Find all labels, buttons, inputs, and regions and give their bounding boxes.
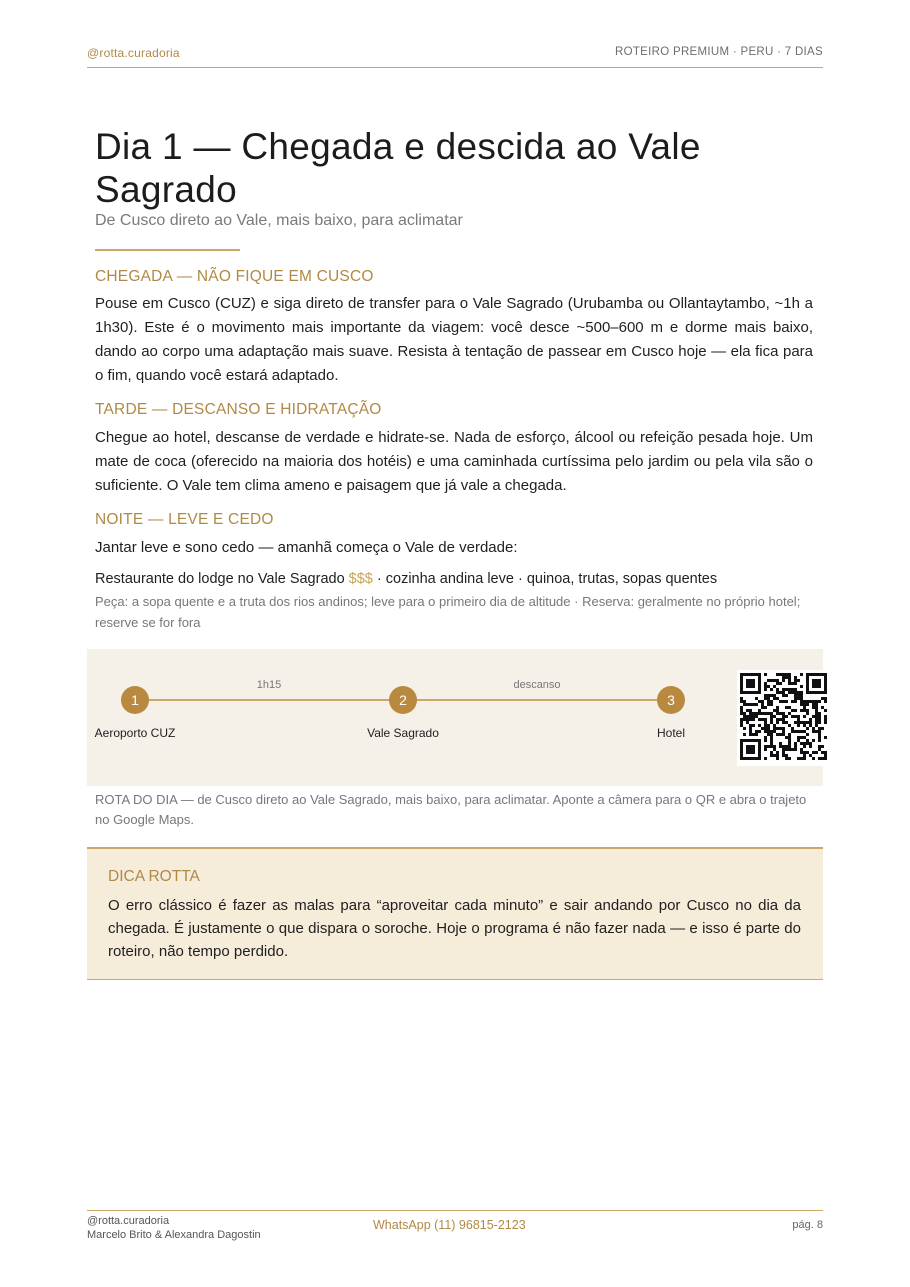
route-segment-1 — [135, 699, 403, 701]
route-stop-2: 2 — [389, 686, 417, 714]
route-segment-2 — [403, 699, 671, 701]
page-header — [87, 46, 823, 68]
route-stop-1: 1 — [121, 686, 149, 714]
venue-price: $$$ — [348, 571, 373, 587]
page-number: pág. 8 — [792, 1219, 823, 1231]
header-brand: @rotta.curadoria — [87, 46, 180, 60]
page-title: Dia 1 — Chegada e descida ao Vale Sagrado — [95, 126, 701, 210]
title-divider — [95, 249, 240, 251]
header-tagline: ROTEIRO PREMIUM · PERU · 7 DIAS — [614, 46, 823, 58]
footer-brand: @rotta.curadoria — [87, 1215, 170, 1227]
route-stop-name-3: Hotel — [656, 726, 685, 740]
page-footer — [87, 1210, 823, 1250]
footer-brand-block — [87, 1214, 261, 1242]
venue-note: Peça: a sopa quente e a truta dos rios andinos; leve para o primeiro dia de altitude · Reserva: geralmente no próprio hotel; reserve se for fora — [95, 594, 801, 630]
tip-text: O erro clássico é fazer as malas para “aproveitar cada minuto” e sair andando por Cusco no dia da chegada. É justamente o que dispara o soroche. Hoje o programa é não fazer nada — e isso é parte do roteiro, não tempo perdido. — [108, 897, 801, 960]
venue-name: Restaurante do lodge no Vale Sagrado — [95, 571, 345, 587]
venue-line — [95, 571, 813, 587]
venue-details: · cozinha andina leve · quinoa, trutas, sopas quentes — [372, 571, 718, 587]
tip-title: DICA ROTTA — [108, 868, 200, 885]
section-text-night: Jantar leve e sono cedo — amanhã começa o Vale de verdade: — [95, 539, 518, 556]
route-stop-name-1: Aeroporto CUZ — [94, 726, 176, 740]
route-stop-name-2: Vale Sagrado — [367, 726, 439, 740]
page-subtitle: De Cusco direto ao Vale, mais baixo, para aclimatar — [95, 212, 463, 229]
footer-authors: Marcelo Brito & Alexandra Dagostin — [87, 1229, 261, 1241]
section-text-afternoon: Chegue ao hotel, descanse de verdade e hidrate-se. Nada de esforço, álcool ou refeição pesada hoje. Um mate de coca (oferecido na maioria dos hotéis) e uma caminhada curtíssima pelo jardim ou pela vila são o suficiente. O Vale tem clima ameno e paisagem que já vale a chegada. — [95, 429, 813, 494]
section-title-afternoon: TARDE — DESCANSO E HIDRATAÇÃO — [95, 401, 382, 418]
section-title-night: NOITE — LEVE E CEDO — [95, 511, 274, 528]
footer-whatsapp-link[interactable]: WhatsApp (11) 96815-2123 — [373, 1218, 526, 1232]
segment-label-2: descanso — [513, 679, 561, 691]
section-text-arrival: Pouse em Cusco (CUZ) e siga direto de transfer para o Vale Sagrado (Urubamba ou Ollantaytambo, ~1h a 1h30). Este é o movimento mais importante da viagem: você desce ~500–600 m e dorme mais baixo, dando ao corpo uma adaptação mais suave. Resista à tentação de passear em Cusco hoje — ela fica para o fim, quando você estará adaptado. — [95, 295, 813, 384]
section-title-arrival: CHEGADA — NÃO FIQUE EM CUSCO — [95, 268, 374, 285]
segment-label-1: 1h15 — [256, 679, 282, 691]
tip-box — [87, 847, 823, 980]
route-map — [87, 649, 823, 786]
qr-code-icon[interactable] — [737, 670, 833, 766]
route-caption: ROTA DO DIA — de Cusco direto ao Vale Sagrado, mais baixo, para aclimatar. Aponte a câmera para o QR e abra o trajeto no Google Maps. — [95, 792, 807, 827]
route-stop-3: 3 — [657, 686, 685, 714]
